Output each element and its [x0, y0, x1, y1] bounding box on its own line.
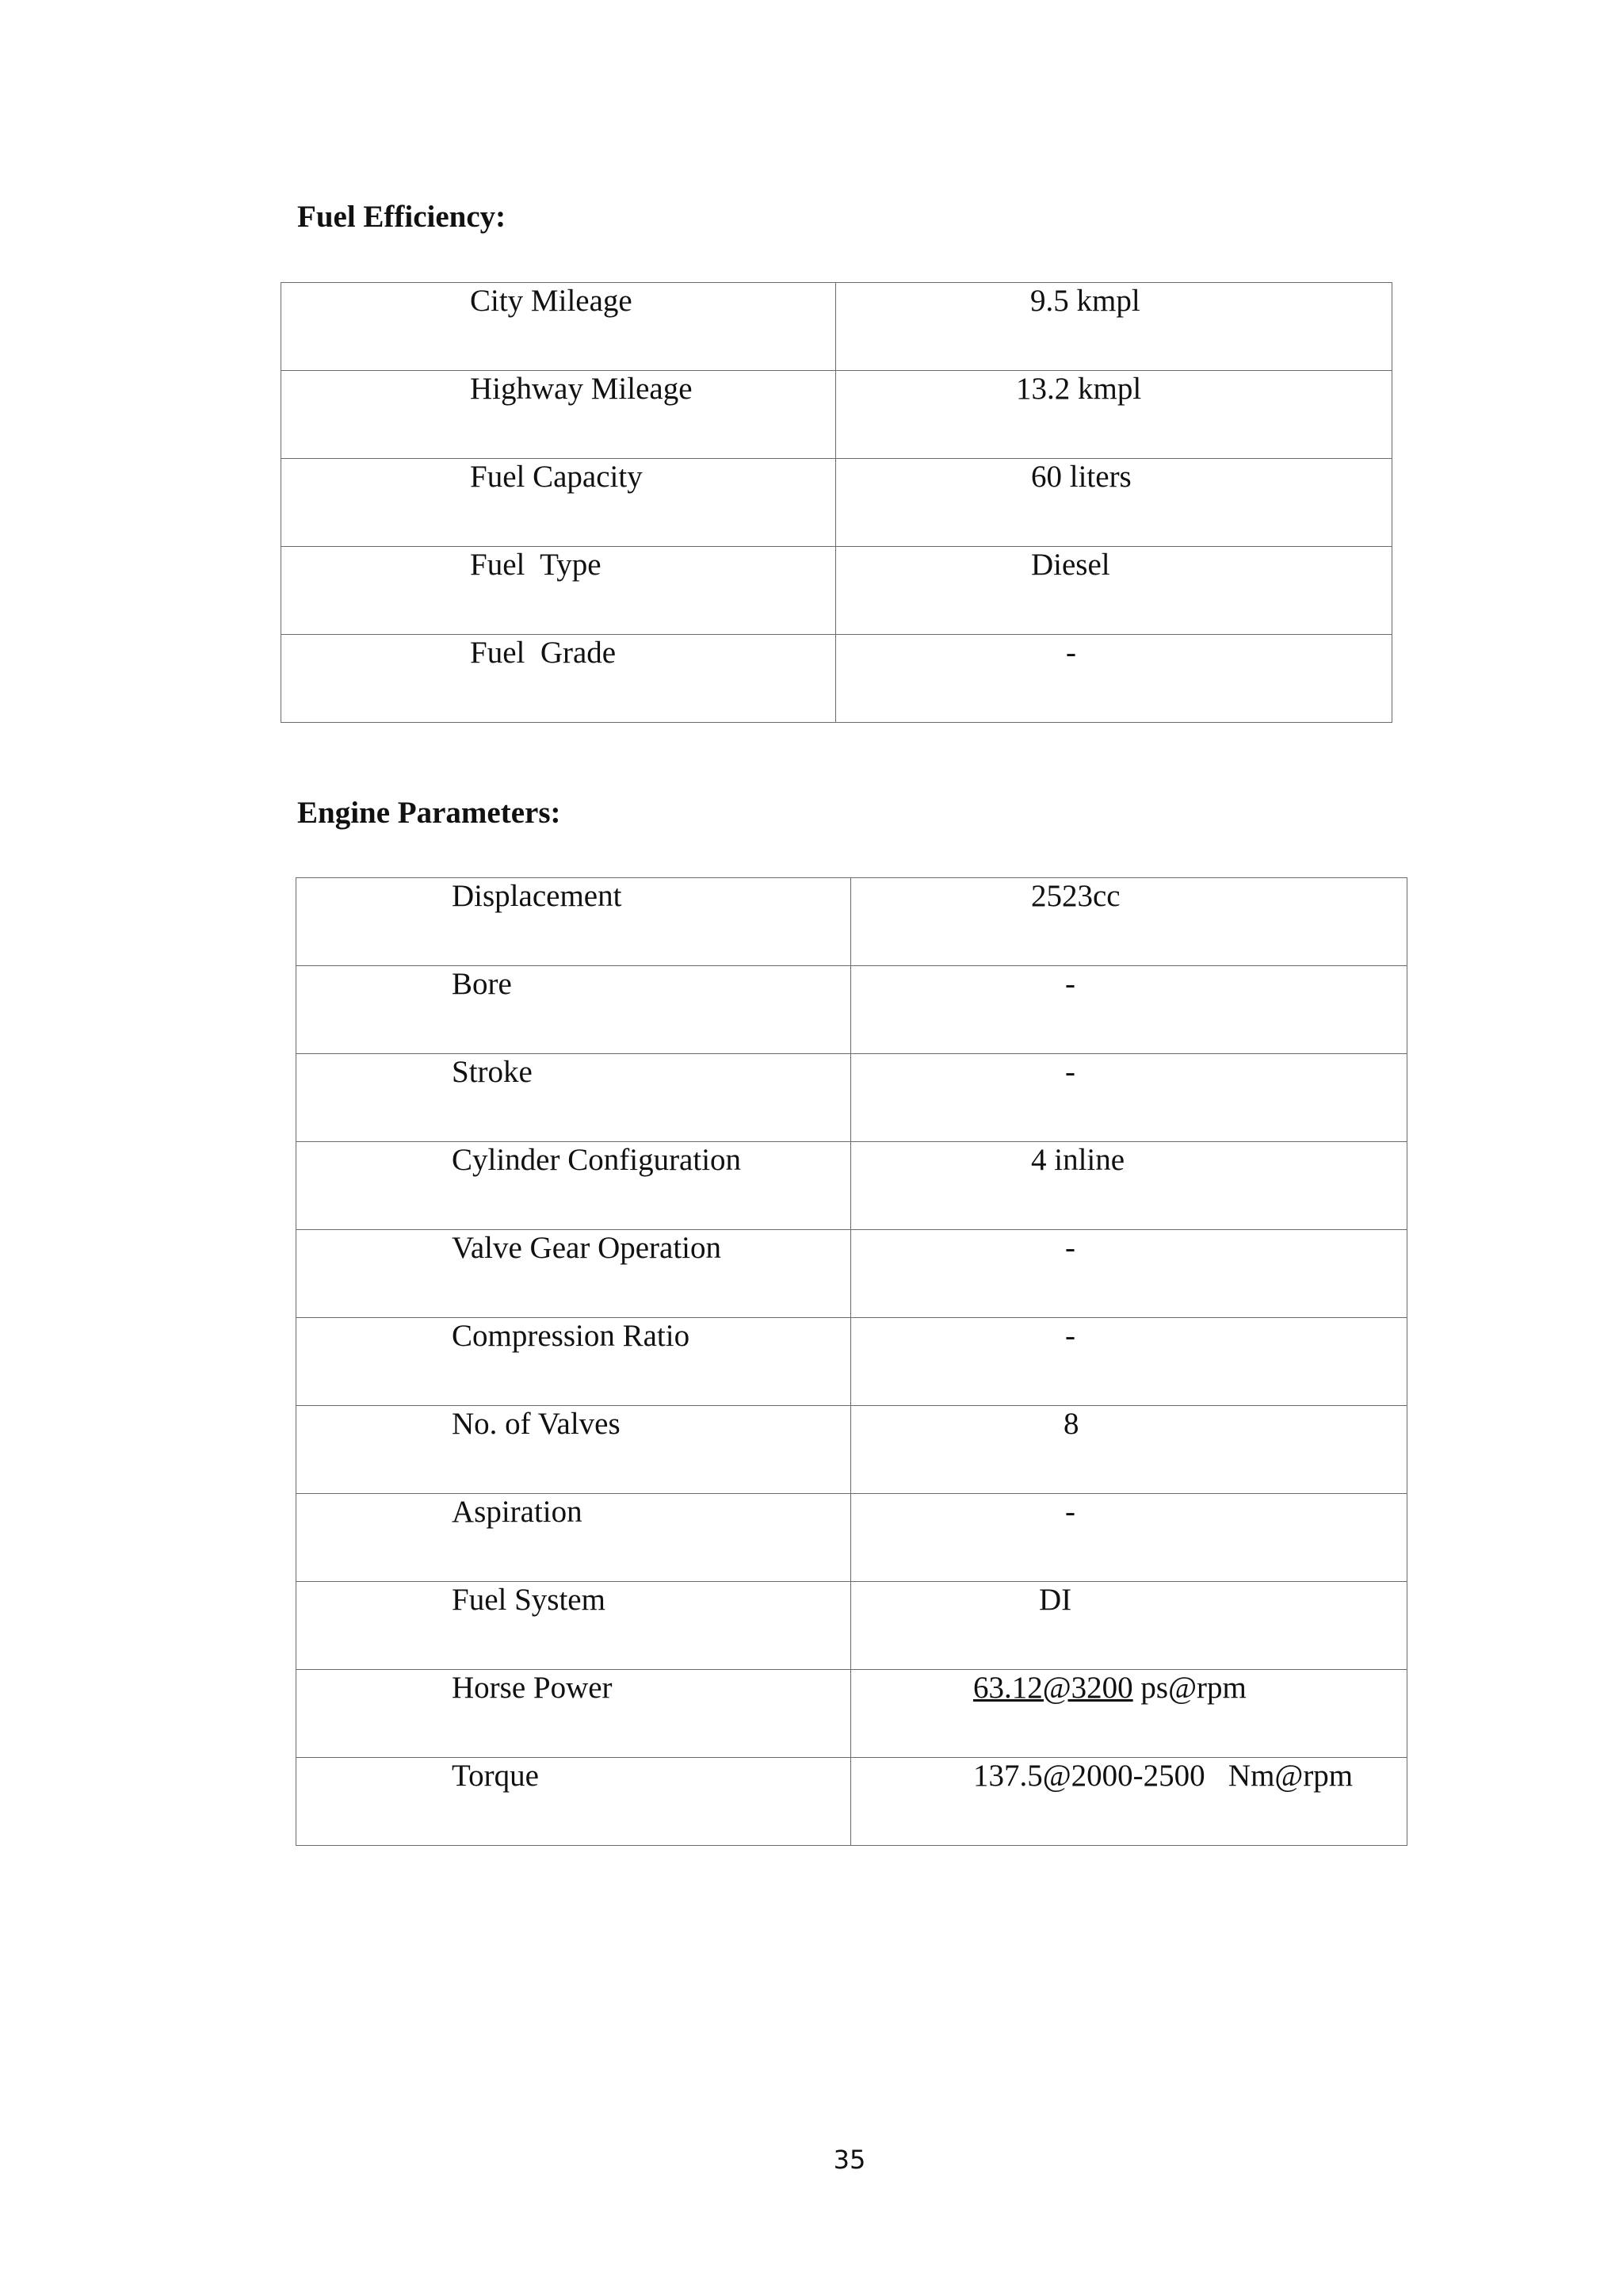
spec-value — [836, 547, 1392, 635]
fuel-efficiency-heading: Fuel Efficiency: — [297, 200, 506, 234]
spec-label: Valve Gear Operation — [296, 1230, 851, 1318]
spec-label: Horse Power — [296, 1670, 851, 1758]
spec-label: Aspiration — [296, 1494, 851, 1582]
spec-value-text: 60 liters — [1031, 460, 1132, 494]
table-row — [281, 371, 1392, 459]
spec-label: Cylinder Configuration — [296, 1142, 851, 1230]
spec-label: No. of Valves — [296, 1406, 851, 1494]
spec-value — [851, 1758, 1407, 1846]
table-row — [281, 459, 1392, 547]
spec-value-text: DI — [1039, 1583, 1072, 1617]
table-row — [281, 547, 1392, 635]
spec-value — [851, 1318, 1407, 1406]
spec-value-text: - — [1065, 1319, 1075, 1353]
spec-label: City Mileage — [281, 283, 836, 371]
page-number: 35 — [833, 2145, 866, 2175]
spec-label: Fuel System — [296, 1582, 851, 1670]
table-row — [296, 1406, 1407, 1494]
table-row — [296, 1318, 1407, 1406]
spec-value — [851, 1670, 1407, 1758]
spec-value-text: - — [1065, 1495, 1075, 1529]
table-row — [296, 1054, 1407, 1142]
spec-value-text: 8 — [1064, 1407, 1079, 1441]
table-row — [296, 1230, 1407, 1318]
spec-value-underlined: 63.12@3200 — [973, 1671, 1133, 1705]
spec-value — [836, 371, 1392, 459]
table-row — [296, 1582, 1407, 1670]
spec-value — [836, 283, 1392, 371]
spec-label: Displacement — [296, 878, 851, 966]
spec-value — [851, 1054, 1407, 1142]
fuel-efficiency-table — [281, 282, 1392, 723]
spec-value-text: 4 inline — [1031, 1143, 1125, 1177]
spec-value-text: 137.5@2000-2500 Nm@rpm — [973, 1759, 1354, 1793]
spec-value-suffix: ps@rpm — [1132, 1671, 1247, 1705]
table-row — [296, 1758, 1407, 1846]
spec-value-text: 2523cc — [1031, 879, 1121, 913]
spec-value-text: - — [1065, 1231, 1075, 1265]
spec-value-text: 9.5 kmpl — [1030, 284, 1140, 318]
spec-value-text: 13.2 kmpl — [1016, 372, 1142, 406]
spec-label: Stroke — [296, 1054, 851, 1142]
spec-value — [836, 459, 1392, 547]
spec-label: Torque — [296, 1758, 851, 1846]
spec-value — [851, 1494, 1407, 1582]
spec-value — [851, 966, 1407, 1054]
spec-label: Fuel Capacity — [281, 459, 836, 547]
spec-label: Highway Mileage — [281, 371, 836, 459]
spec-value-text: - — [1065, 1055, 1075, 1089]
spec-value-text: Diesel — [1031, 548, 1110, 582]
spec-value — [851, 1142, 1407, 1230]
table-row — [281, 283, 1392, 371]
table-row — [296, 878, 1407, 966]
spec-value-text: - — [1066, 636, 1076, 670]
spec-value — [851, 1406, 1407, 1494]
engine-parameters-heading: Engine Parameters: — [297, 796, 561, 830]
spec-value — [851, 1230, 1407, 1318]
table-row — [281, 635, 1392, 723]
spec-value — [836, 635, 1392, 723]
table-row — [296, 1142, 1407, 1230]
spec-value — [851, 878, 1407, 966]
spec-label: Bore — [296, 966, 851, 1054]
spec-value-text — [973, 1672, 1247, 1703]
table-row — [296, 1494, 1407, 1582]
spec-value-text: - — [1065, 967, 1075, 1001]
spec-label: Fuel Type — [281, 547, 836, 635]
table-row — [296, 966, 1407, 1054]
spec-label: Fuel Grade — [281, 635, 836, 723]
spec-label: Compression Ratio — [296, 1318, 851, 1406]
engine-parameters-table — [296, 877, 1407, 1846]
spec-value — [851, 1582, 1407, 1670]
table-row — [296, 1670, 1407, 1758]
